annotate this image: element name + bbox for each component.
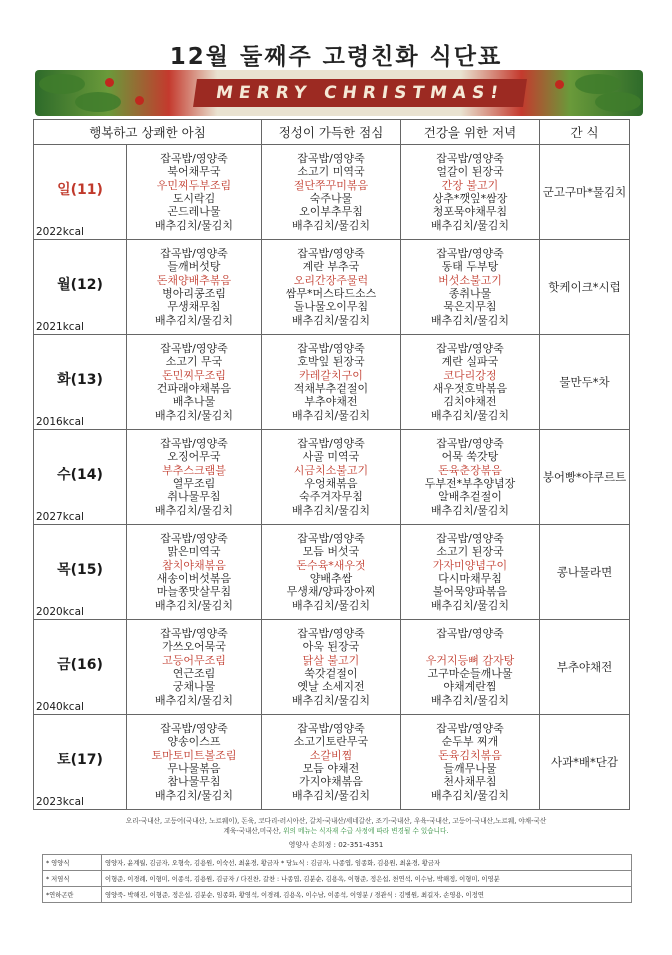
day-cell bbox=[34, 715, 127, 810]
day-label: 수(14) bbox=[57, 467, 103, 483]
dinner-cell bbox=[401, 335, 540, 430]
berry-icon bbox=[105, 78, 114, 87]
berry-icon bbox=[555, 80, 564, 89]
dish-item: 열무조림 bbox=[172, 477, 216, 490]
dish-item: 불어묵양파볶음 bbox=[432, 585, 508, 599]
dish-item: 부추야채전 bbox=[304, 395, 358, 409]
dish-item: 배추김치/물김치 bbox=[154, 598, 234, 612]
breakfast-cell bbox=[127, 620, 262, 715]
dish-item: 소고기 미역국 bbox=[297, 165, 365, 179]
dish-item: 맑은미역국 bbox=[167, 545, 221, 559]
calorie-label: 2040kcal bbox=[36, 701, 84, 713]
dish-item: 잡곡밥/영양죽 bbox=[297, 436, 365, 450]
day-cell bbox=[34, 525, 127, 620]
dish-item: 동태 두부탕 bbox=[441, 260, 499, 274]
dish-item: 배추김치/물김치 bbox=[430, 693, 510, 707]
dish-item: 배추김치/물김치 bbox=[291, 788, 371, 802]
lunch-cell bbox=[262, 145, 401, 240]
dish-item: 잡곡밥/영양죽 bbox=[297, 151, 365, 165]
main-dish: 토마토미트볼조림 bbox=[151, 748, 237, 762]
dietitian-contact: 영양사 손희정 : 02-351-4351 bbox=[288, 841, 384, 849]
main-dish: 절단쭈꾸미볶음 bbox=[293, 178, 369, 192]
origin-line: 계육-국내산,미국산, bbox=[223, 827, 282, 835]
diet-row bbox=[43, 855, 632, 871]
dish-item: 새우젓호박볶음 bbox=[432, 382, 508, 395]
diet-row bbox=[43, 887, 632, 903]
dish-item: 건파래야채볶음 bbox=[156, 382, 232, 395]
lunch-cell bbox=[262, 525, 401, 620]
dish-item bbox=[401, 640, 539, 653]
header-breakfast: 행복하고 상쾌한 아침 bbox=[34, 120, 262, 145]
dish-item: 잡곡밥/영양죽 bbox=[160, 531, 228, 545]
dish-item: 배추김치/물김치 bbox=[430, 788, 510, 802]
main-dish: 우거지등뼈 감자탕 bbox=[425, 653, 515, 667]
day-row bbox=[34, 620, 630, 715]
dish-item: 김치야채전 bbox=[443, 395, 497, 409]
main-dish: 소갈비찜 bbox=[309, 748, 353, 762]
dish-item: 잡곡밥/영양죽 bbox=[436, 721, 504, 735]
dish-item: 청포묵야채무침 bbox=[432, 205, 508, 219]
calorie-label: 2027kcal bbox=[36, 511, 84, 523]
header-dinner: 건강을 위한 저녁 bbox=[401, 120, 540, 145]
snack-cell: 콩나물라면 bbox=[540, 525, 630, 620]
main-dish: 돈채양배추볶음 bbox=[156, 273, 232, 287]
snack-cell: 군고구마*물김치 bbox=[540, 145, 630, 240]
main-dish: 버섯소불고기 bbox=[438, 273, 502, 287]
berry-icon bbox=[135, 96, 144, 105]
dish-item: 곤드레나물 bbox=[167, 205, 221, 219]
dish-item: 궁채나물 bbox=[172, 680, 216, 694]
dish-item: 아욱 된장국 bbox=[302, 640, 360, 654]
dish-item: 배추김치/물김치 bbox=[154, 408, 234, 422]
dish-item: 두부전*부추양념장 bbox=[424, 477, 516, 490]
dish-item: 소고기 무국 bbox=[165, 355, 223, 369]
dish-item: 얼갈이 된장국 bbox=[436, 165, 504, 179]
dish-item: 숙주나물 bbox=[309, 192, 353, 205]
dish-item: 잡곡밥/영양죽 bbox=[436, 531, 504, 545]
calorie-label: 2016kcal bbox=[36, 416, 84, 428]
dish-item: 새송이버섯볶음 bbox=[156, 572, 232, 585]
dish-item: 배추김치/물김치 bbox=[430, 218, 510, 232]
dish-item: 잡곡밥/영양죽 bbox=[436, 151, 504, 165]
day-row bbox=[34, 525, 630, 620]
dish-item: 배추김치/물김치 bbox=[430, 313, 510, 327]
main-dish: 가자미양념구이 bbox=[432, 558, 508, 572]
dish-item: 고구마순들깨나물 bbox=[427, 667, 513, 680]
day-row bbox=[34, 430, 630, 525]
dish-item: 모듬 버섯국 bbox=[302, 545, 360, 559]
dish-item: 연근조림 bbox=[172, 667, 216, 680]
main-dish: 돈육김치볶음 bbox=[438, 748, 502, 762]
dish-item: 소고기토란무국 bbox=[293, 735, 369, 749]
dish-item: 취나물무침 bbox=[167, 490, 221, 504]
dish-item: 배추김치/물김치 bbox=[291, 218, 371, 232]
dish-item: 배추나물 bbox=[172, 395, 216, 409]
main-dish: 우민찌두부조림 bbox=[156, 178, 232, 192]
dish-item: 마늘쫑맛살무침 bbox=[156, 585, 232, 599]
dish-item: 쑥갓겉절이 bbox=[304, 667, 358, 680]
main-dish: 고등어무조림 bbox=[162, 653, 226, 667]
day-cell bbox=[34, 145, 127, 240]
dish-item: 종취나물 bbox=[448, 287, 492, 300]
dish-item: 잡곡밥/영양죽 bbox=[436, 246, 504, 260]
diet-residents: 영양죽- 박해진, 이형준, 정은섭, 김분순, 임종화, 황영석, 이경례, 김용옥, 이수남, 이종석, 이영분 / 경관식 : 김병원, 최길자, 손영용, 이정연 bbox=[102, 887, 632, 903]
day-row bbox=[34, 335, 630, 430]
dish-item: 배추김치/물김치 bbox=[154, 313, 234, 327]
dish-item: 무생채무침 bbox=[167, 300, 221, 314]
dinner-cell bbox=[401, 620, 540, 715]
dinner-cell bbox=[401, 145, 540, 240]
lunch-cell bbox=[262, 430, 401, 525]
dish-item: 잡곡밥/영양죽 bbox=[436, 626, 504, 640]
dish-item: 잡곡밥/영양죽 bbox=[160, 341, 228, 355]
dish-item: 무생채/양파장아찌 bbox=[286, 585, 376, 599]
dish-item: 알배추겉절이 bbox=[438, 490, 502, 504]
day-label: 금(16) bbox=[57, 657, 103, 673]
dish-item: 무나물볶음 bbox=[167, 762, 221, 775]
dinner-cell bbox=[401, 430, 540, 525]
diet-residents: 영양자, 윤계월, 김금자, 오형숙, 김용원, 이숙선, 최윤경, 황금자 * 당뇨식 : 김금자, 나종엽, 임종화, 김용원, 최윤경, 황금자 bbox=[102, 855, 632, 871]
origin-line: 오리-국내산, 고등어(국내산, 노르웨이), 돈육, 코다리-러시아산, 갈치-국내산/세네갈산, 조기-국내산, 우육-국내산, 고등어-국내산,노르웨, 야채-국산 bbox=[125, 817, 547, 825]
calorie-label: 2022kcal bbox=[36, 226, 84, 238]
snack-cell: 물만두*차 bbox=[540, 335, 630, 430]
dish-item: 잡곡밥/영양죽 bbox=[436, 436, 504, 450]
dish-item: 들깨무나물 bbox=[443, 762, 497, 775]
dish-item: 사골 미역국 bbox=[302, 450, 360, 464]
day-cell bbox=[34, 335, 127, 430]
dish-item: 잡곡밥/영양죽 bbox=[297, 721, 365, 735]
dish-item: 계란 실파국 bbox=[441, 355, 499, 369]
diet-row bbox=[43, 871, 632, 887]
dish-item: 잡곡밥/영양죽 bbox=[436, 341, 504, 355]
dish-item: 배추김치/물김치 bbox=[291, 598, 371, 612]
dish-item: 쌈무*머스타드소스 bbox=[285, 287, 377, 300]
snack-cell: 부추야채전 bbox=[540, 620, 630, 715]
dish-item: 우엉채볶음 bbox=[304, 477, 358, 490]
dish-item: 들깨버섯탕 bbox=[167, 260, 221, 274]
menu-change-note: 위의 메뉴는 식자재 수급 사정에 따라 변경될 수 있습니다. bbox=[283, 827, 449, 835]
main-dish: 시금치소불고기 bbox=[293, 463, 369, 477]
breakfast-cell bbox=[127, 525, 262, 620]
dish-item: 모듬 야채전 bbox=[302, 762, 360, 775]
breakfast-cell bbox=[127, 430, 262, 525]
dish-item: 참나물무침 bbox=[167, 775, 221, 789]
diet-type: * 영양식 bbox=[43, 855, 102, 871]
holly-leaf-icon bbox=[575, 74, 621, 94]
breakfast-cell bbox=[127, 715, 262, 810]
dish-item: 상추*깻잎*쌈장 bbox=[432, 192, 508, 205]
main-dish: 부추스크램블 bbox=[162, 463, 226, 477]
main-dish: 간장 불고기 bbox=[441, 178, 499, 192]
holly-leaf-icon bbox=[75, 92, 121, 112]
dish-item: 숙주겨자무침 bbox=[299, 490, 363, 504]
day-label: 토(17) bbox=[57, 752, 103, 768]
dish-item: 배추김치/물김치 bbox=[291, 503, 371, 517]
snack-cell: 핫케이크*시럽 bbox=[540, 240, 630, 335]
dish-item: 배추김치/물김치 bbox=[154, 693, 234, 707]
dinner-cell bbox=[401, 715, 540, 810]
breakfast-cell bbox=[127, 240, 262, 335]
dish-item: 옛날 소세지전 bbox=[297, 680, 365, 694]
day-row bbox=[34, 145, 630, 240]
dish-item: 순두부 찌개 bbox=[441, 735, 499, 749]
dish-item: 배추김치/물김치 bbox=[154, 503, 234, 517]
dish-item: 도시락김 bbox=[172, 192, 216, 205]
dish-item: 배추김치/물김치 bbox=[291, 313, 371, 327]
day-cell bbox=[34, 240, 127, 335]
snack-cell: 붕어빵*야쿠르트 bbox=[540, 430, 630, 525]
holly-leaf-icon bbox=[595, 92, 641, 112]
dish-item: 오이부추무침 bbox=[299, 205, 363, 219]
lunch-cell bbox=[262, 715, 401, 810]
special-diet-table bbox=[42, 854, 632, 903]
holly-leaf-icon bbox=[39, 74, 85, 94]
day-label: 일(11) bbox=[57, 182, 103, 198]
dinner-cell bbox=[401, 525, 540, 620]
lunch-cell bbox=[262, 335, 401, 430]
snack-cell: 사과*배*단감 bbox=[540, 715, 630, 810]
dish-item: 소고기 된장국 bbox=[436, 545, 504, 559]
dish-item: 배추김치/물김치 bbox=[154, 788, 234, 802]
dish-item: 북어채무국 bbox=[167, 165, 221, 179]
dish-item: 배추김치/물김치 bbox=[430, 503, 510, 517]
dish-item: 오징어무국 bbox=[167, 450, 221, 464]
dish-item: 천사채무침 bbox=[443, 775, 497, 789]
menu-header-row bbox=[34, 120, 630, 145]
lunch-cell bbox=[262, 240, 401, 335]
day-label: 월(12) bbox=[57, 277, 103, 293]
main-dish: 돈수육*새우젓 bbox=[296, 558, 366, 572]
main-dish: 닭살 불고기 bbox=[302, 653, 360, 667]
dish-item: 잡곡밥/영양죽 bbox=[297, 341, 365, 355]
dish-item: 잡곡밥/영양죽 bbox=[160, 626, 228, 640]
dish-item: 적채부추겉절이 bbox=[293, 382, 369, 395]
christmas-banner bbox=[35, 70, 643, 116]
dish-item: 호박잎 된장국 bbox=[297, 355, 365, 369]
dish-item: 배추김치/물김치 bbox=[291, 693, 371, 707]
main-dish: 오리간장주물럭 bbox=[293, 273, 369, 287]
dish-item: 잡곡밥/영양죽 bbox=[160, 436, 228, 450]
dish-item: 배추김치/물김치 bbox=[430, 408, 510, 422]
diet-type: * 저염식 bbox=[43, 871, 102, 887]
main-dish: 돈육춘장볶음 bbox=[438, 463, 502, 477]
dish-item: 어묵 쑥갓탕 bbox=[441, 450, 499, 464]
page-title: 12월 둘째주 고령친화 식단표 bbox=[169, 44, 503, 70]
dish-item: 잡곡밥/영양죽 bbox=[297, 626, 365, 640]
main-dish: 코다리강정 bbox=[443, 368, 497, 382]
origin-info bbox=[20, 816, 652, 836]
calorie-label: 2021kcal bbox=[36, 321, 84, 333]
breakfast-cell bbox=[127, 145, 262, 240]
header-snack: 간 식 bbox=[540, 120, 630, 145]
dish-item: 배추김치/물김치 bbox=[430, 598, 510, 612]
dish-item: 다시마채무침 bbox=[438, 572, 502, 585]
dish-item: 계란 부추국 bbox=[302, 260, 360, 274]
day-row bbox=[34, 715, 630, 810]
main-dish: 카레갈치구이 bbox=[299, 368, 363, 382]
dish-item: 돌나물오이무침 bbox=[293, 300, 369, 314]
dish-item: 묵은지무침 bbox=[443, 300, 497, 314]
dish-item: 양배추쌈 bbox=[309, 572, 353, 585]
calorie-label: 2020kcal bbox=[36, 606, 84, 618]
calorie-label: 2023kcal bbox=[36, 796, 84, 808]
day-label: 화(13) bbox=[57, 372, 103, 388]
lunch-cell bbox=[262, 620, 401, 715]
main-dish: 참치야채볶음 bbox=[162, 558, 226, 572]
dish-item: 잡곡밥/영양죽 bbox=[160, 151, 228, 165]
dish-item: 잡곡밥/영양죽 bbox=[297, 531, 365, 545]
day-label: 목(15) bbox=[57, 562, 103, 578]
dish-item: 잡곡밥/영양죽 bbox=[297, 246, 365, 260]
dish-item: 야채계란찜 bbox=[443, 680, 497, 694]
dish-item: 잡곡밥/영양죽 bbox=[160, 246, 228, 260]
dish-item: 배추김치/물김치 bbox=[154, 218, 234, 232]
menu-table bbox=[33, 119, 630, 810]
dish-item: 배추김치/물김치 bbox=[291, 408, 371, 422]
dish-item: 잡곡밥/영양죽 bbox=[160, 721, 228, 735]
dinner-cell bbox=[401, 240, 540, 335]
header-lunch: 정성이 가득한 점심 bbox=[262, 120, 401, 145]
day-row bbox=[34, 240, 630, 335]
dish-item: 병아리콩조림 bbox=[162, 287, 226, 300]
dish-item: 양송이스프 bbox=[167, 735, 221, 749]
day-cell bbox=[34, 430, 127, 525]
banner-text: MERRY CHRISTMAS! bbox=[193, 79, 527, 107]
dish-item: 가쓰오어묵국 bbox=[162, 640, 226, 654]
main-dish: 돈민찌무조림 bbox=[162, 368, 226, 382]
diet-type: *연하곤란 bbox=[43, 887, 102, 903]
dish-item: 가지야채볶음 bbox=[299, 775, 363, 789]
breakfast-cell bbox=[127, 335, 262, 430]
diet-residents: 이형준, 이경례, 이형미, 이종석, 김용원, 김금자 / 다진찬, 갈찬 : 나종엽, 김분순, 김용옥, 이형준, 정은섭, 천연석, 이수남, 박해정, 이형미, 이영분 bbox=[102, 871, 632, 887]
day-cell bbox=[34, 620, 127, 715]
